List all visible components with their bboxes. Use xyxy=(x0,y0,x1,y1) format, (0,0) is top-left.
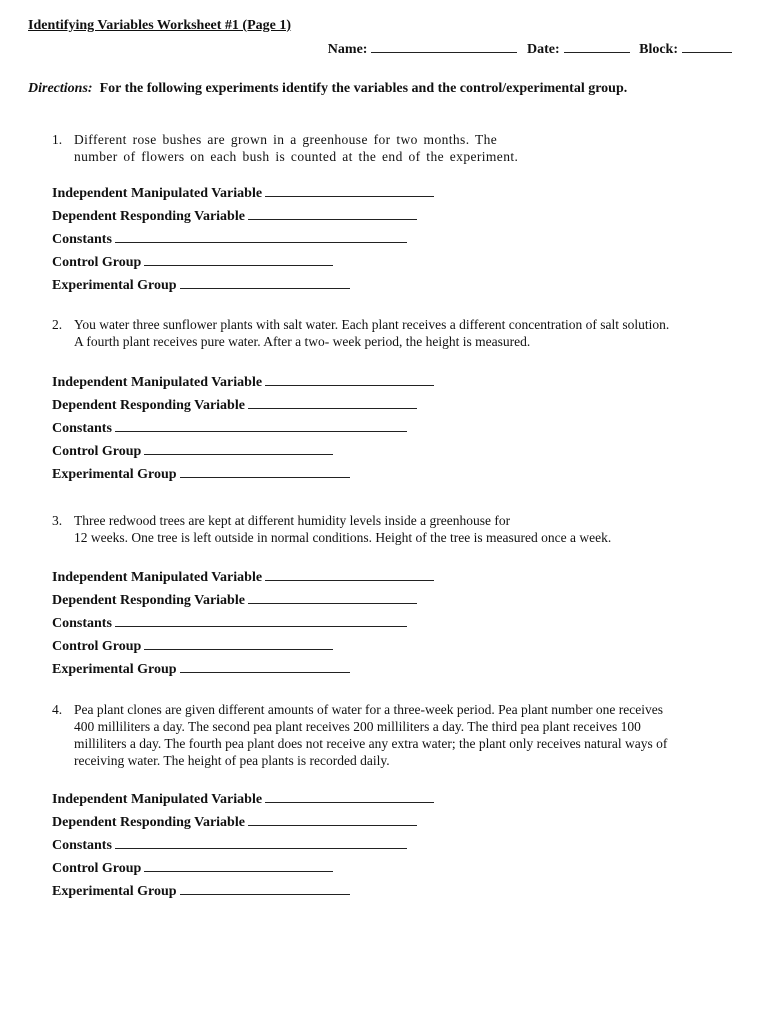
block-field[interactable] xyxy=(639,42,732,57)
independent-label: Independent Manipulated Variable xyxy=(52,375,263,390)
answer-dependent-1[interactable] xyxy=(52,207,417,225)
question-line: Pea plant clones are given different amounts of water for a three-week period. Pea plant number one receives xyxy=(74,702,664,717)
independent-label: Independent Manipulated Variable xyxy=(52,792,263,807)
answer-experimental-2[interactable] xyxy=(52,465,350,483)
question-1 xyxy=(52,131,742,165)
answer-constants-2[interactable] xyxy=(52,419,407,437)
answer-control-2[interactable] xyxy=(52,442,333,460)
answer-blank[interactable] xyxy=(144,859,333,872)
name-blank[interactable] xyxy=(371,40,517,53)
answer-blank[interactable] xyxy=(144,637,333,650)
question-number: 2. xyxy=(52,317,63,332)
date-blank[interactable] xyxy=(564,40,630,53)
answer-blank[interactable] xyxy=(248,207,417,220)
question-line: 400 milliliters a day. The second pea plant receives 200 milliliters a day. The third pea plant receives 100 xyxy=(74,719,641,734)
answer-blank[interactable] xyxy=(115,230,407,243)
answer-blank[interactable] xyxy=(248,813,417,826)
question-number: 4. xyxy=(52,702,63,717)
control-label: Control Group xyxy=(52,861,142,876)
independent-label: Independent Manipulated Variable xyxy=(52,570,263,585)
answer-blank[interactable] xyxy=(144,253,333,266)
question-3 xyxy=(52,512,742,546)
answer-blank[interactable] xyxy=(265,790,434,803)
experimental-label: Experimental Group xyxy=(52,467,177,482)
constants-label: Constants xyxy=(52,421,112,436)
answer-blank[interactable] xyxy=(115,836,407,849)
directions-text: For the following experiments identify the variables and the control/experimental group. xyxy=(99,81,628,96)
constants-label: Constants xyxy=(52,838,112,853)
control-label: Control Group xyxy=(52,444,142,459)
experimental-label: Experimental Group xyxy=(52,884,177,899)
experimental-label: Experimental Group xyxy=(52,278,177,293)
answer-dependent-2[interactable] xyxy=(52,396,417,414)
answer-independent-3[interactable] xyxy=(52,568,434,586)
answer-blank[interactable] xyxy=(265,184,434,197)
answer-independent-2[interactable] xyxy=(52,373,434,391)
answer-control-4[interactable] xyxy=(52,859,333,877)
independent-label: Independent Manipulated Variable xyxy=(52,186,263,201)
answer-dependent-4[interactable] xyxy=(52,813,417,831)
answer-constants-4[interactable] xyxy=(52,836,407,854)
control-label: Control Group xyxy=(52,639,142,654)
dependent-label: Dependent Responding Variable xyxy=(52,593,245,608)
dependent-label: Dependent Responding Variable xyxy=(52,209,245,224)
answer-blank[interactable] xyxy=(265,373,434,386)
question-line: A fourth plant receives pure water. After a two- week period, the height is measured. xyxy=(74,334,531,349)
block-label: Block: xyxy=(639,42,678,57)
answer-blank[interactable] xyxy=(180,882,350,895)
question-2 xyxy=(52,316,742,350)
block-blank[interactable] xyxy=(682,40,732,53)
control-label: Control Group xyxy=(52,255,142,270)
answer-blank[interactable] xyxy=(248,396,417,409)
answer-blank[interactable] xyxy=(265,568,434,581)
answer-independent-4[interactable] xyxy=(52,790,434,808)
dependent-label: Dependent Responding Variable xyxy=(52,398,245,413)
answer-experimental-3[interactable] xyxy=(52,660,350,678)
answer-control-1[interactable] xyxy=(52,253,333,271)
answer-blank[interactable] xyxy=(180,465,350,478)
answer-constants-1[interactable] xyxy=(52,230,407,248)
name-label: Name: xyxy=(327,42,368,57)
answer-blank[interactable] xyxy=(180,276,350,289)
question-number: 1. xyxy=(52,132,63,147)
question-number: 3. xyxy=(52,513,63,528)
date-field[interactable] xyxy=(527,42,630,57)
directions xyxy=(28,81,627,97)
date-label: Date: xyxy=(526,42,560,57)
answer-blank[interactable] xyxy=(180,660,350,673)
experimental-label: Experimental Group xyxy=(52,662,177,677)
question-line: 12 weeks. One tree is left outside in normal conditions. Height of the tree is measured once a week. xyxy=(74,530,612,545)
question-line: receiving water. The height of pea plants is recorded daily. xyxy=(74,753,390,768)
worksheet-title: Identifying Variables Worksheet #1 (Page 1) xyxy=(28,18,292,33)
answer-experimental-4[interactable] xyxy=(52,882,350,900)
question-line: You water three sunflower plants with salt water. Each plant receives a different concentration of salt solution. xyxy=(74,317,670,332)
dependent-label: Dependent Responding Variable xyxy=(52,815,245,830)
question-line: number of flowers on each bush is counted at the end of the experiment. xyxy=(74,149,519,164)
answer-blank[interactable] xyxy=(144,442,333,455)
answer-dependent-3[interactable] xyxy=(52,591,417,609)
answer-experimental-1[interactable] xyxy=(52,276,350,294)
answer-independent-1[interactable] xyxy=(52,184,434,202)
answer-constants-3[interactable] xyxy=(52,614,407,632)
question-4 xyxy=(52,701,742,769)
answer-blank[interactable] xyxy=(248,591,417,604)
name-field[interactable] xyxy=(328,42,518,57)
constants-label: Constants xyxy=(52,616,112,631)
question-line: milliliters a day. The fourth pea plant does not receive any extra water; the plant only receives natural ways of xyxy=(74,736,668,751)
constants-label: Constants xyxy=(52,232,112,247)
question-line: Three redwood trees are kept at different humidity levels inside a greenhouse for xyxy=(74,513,511,528)
directions-label: Directions: xyxy=(28,81,93,96)
question-line: Different rose bushes are grown in a greenhouse for two months. The xyxy=(74,132,498,147)
answer-control-3[interactable] xyxy=(52,637,333,655)
answer-blank[interactable] xyxy=(115,419,407,432)
student-info-fields xyxy=(322,40,732,58)
answer-blank[interactable] xyxy=(115,614,407,627)
